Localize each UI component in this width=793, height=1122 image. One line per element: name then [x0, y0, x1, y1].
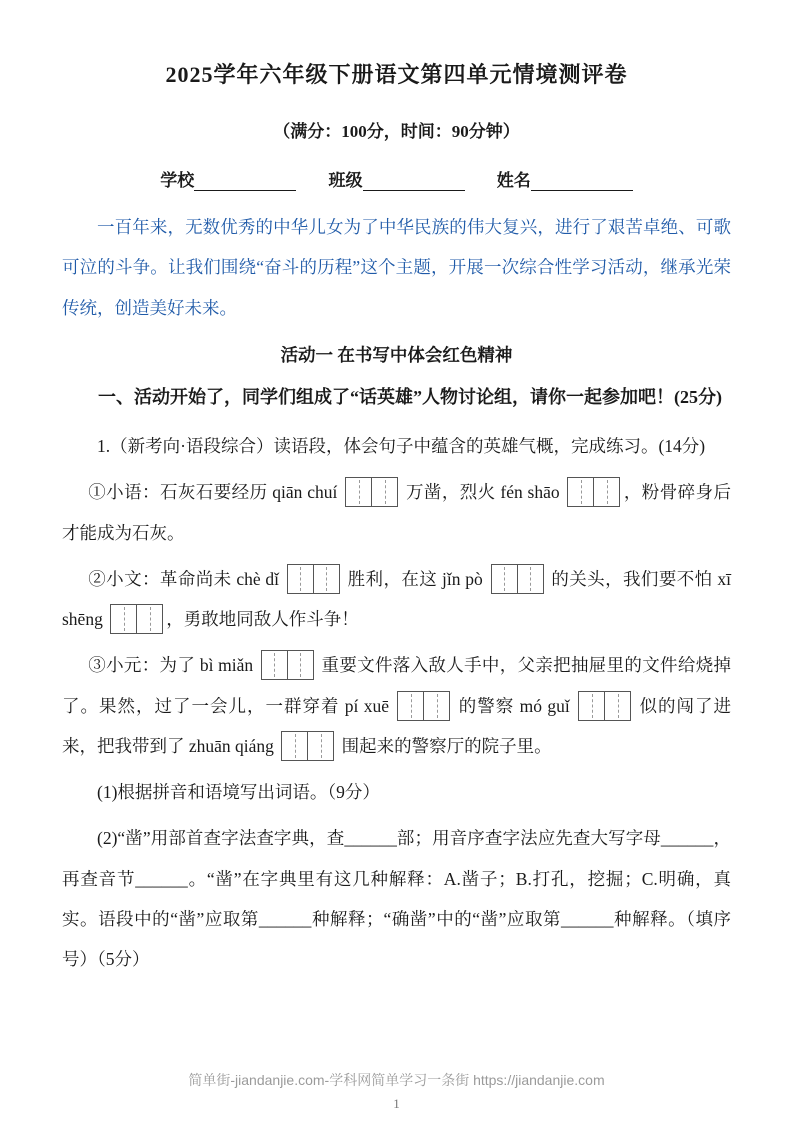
pinyin-answer-box[interactable]: [567, 477, 620, 507]
pinyin-answer-cell[interactable]: [567, 477, 594, 507]
pinyin-answer-cell[interactable]: [287, 564, 314, 594]
pinyin-answer-cell[interactable]: [261, 650, 288, 680]
pinyin-answer-cell[interactable]: [345, 477, 372, 507]
question-1-sub-2: (2)“凿”用部首查字法查字典，查______部；用音序查字法应先查大写字母______，再查音节______。“凿”在字典里有这几种解释：A.凿子；B.打孔，挖掘；C.明确，真实。语段中的“凿”应取第______种解释；“确凿”中的“凿”应取第______种解释。（填序号）（5分）: [62, 828, 731, 970]
pinyin-answer-cell[interactable]: [578, 691, 605, 721]
pinyin-answer-cell[interactable]: [307, 731, 334, 761]
school-field: [160, 171, 296, 190]
question-1-item-3: ③小元：为了 bì miǎn 重要文件落入敌人手中，父亲把抽屉里的文件给烧掉了。果然，过了一会儿，一群穿着 pí xuē 的警察 mó guǐ 似的闯了进来，把我带到了 zhuān qiáng 围起来的警察厅的院子里。: [62, 645, 731, 766]
pinyin-answer-cell[interactable]: [313, 564, 340, 594]
pinyin-answer-cell[interactable]: [423, 691, 450, 721]
page-title: 2025学年六年级下册语文第四单元情境测评卷: [165, 62, 628, 87]
pinyin-answer-box[interactable]: [281, 731, 334, 761]
intro-paragraph: 一百年来，无数优秀的中华儿女为了中华民族的伟大复兴，进行了艰苦卓绝、可歌可泣的斗争。让我们围绕“奋斗的历程”这个主题，开展一次综合性学习活动，继承光荣传统，创造美好未来。: [62, 217, 731, 318]
pinyin-answer-box[interactable]: [491, 564, 544, 594]
pinyin-answer-box[interactable]: [345, 477, 398, 507]
school-blank[interactable]: [194, 173, 296, 191]
pinyin-answer-cell[interactable]: [371, 477, 398, 507]
pinyin-answer-box[interactable]: [287, 564, 340, 594]
question-1-item-1: ①小语：石灰石要经历 qiān chuí 万凿，烈火 fén shāo ，粉骨碎身后才能成为石灰。: [62, 472, 731, 553]
pinyin-answer-box[interactable]: [578, 691, 631, 721]
school-label: 学校: [160, 171, 195, 190]
student-info-line: [62, 166, 731, 191]
class-label: 班级: [328, 171, 363, 190]
class-blank[interactable]: [363, 173, 465, 191]
pinyin-answer-cell[interactable]: [397, 691, 424, 721]
pinyin-answer-cell[interactable]: [517, 564, 544, 594]
section-1-heading: 一、活动开始了，同学们组成了“话英雄”人物讨论组，请你一起参加吧！(25分): [98, 386, 722, 407]
question-1-sub-1: (1)根据拼音和语境写出词语。（9分）: [97, 782, 380, 803]
pinyin-answer-cell[interactable]: [604, 691, 631, 721]
exam-subtitle: （满分：100分，时间：90分钟）: [273, 122, 520, 141]
pinyin-answer-cell[interactable]: [287, 650, 314, 680]
question-1-intro: 1.（新考向·语段综合）读语段，体会句子中蕴含的英雄气概，完成练习。(14分): [97, 436, 706, 457]
pinyin-answer-cell[interactable]: [491, 564, 518, 594]
name-blank[interactable]: [531, 173, 633, 191]
question-1-item-2: ②小文：革命尚未 chè dǐ 胜利，在这 jǐn pò 的关头，我们要不怕 xī shēng ，勇敢地同敌人作斗争！: [62, 559, 731, 640]
pinyin-answer-box[interactable]: [397, 691, 450, 721]
pinyin-answer-cell[interactable]: [281, 731, 308, 761]
footer-watermark: 简单街-jiandanjie.com-学科网简单学习一条街 https://jiandanjie.com: [188, 1072, 605, 1088]
name-label: 姓名: [496, 171, 531, 190]
pinyin-answer-cell[interactable]: [136, 604, 163, 634]
class-field: [329, 171, 465, 190]
pinyin-answer-box[interactable]: [110, 604, 163, 634]
pinyin-answer-cell[interactable]: [110, 604, 137, 634]
activity-heading: 活动一 在书写中体会红色精神: [280, 344, 513, 365]
pinyin-answer-box[interactable]: [261, 650, 314, 680]
pinyin-answer-cell[interactable]: [593, 477, 620, 507]
name-field: [497, 171, 633, 190]
page-number: 1: [393, 1096, 400, 1111]
